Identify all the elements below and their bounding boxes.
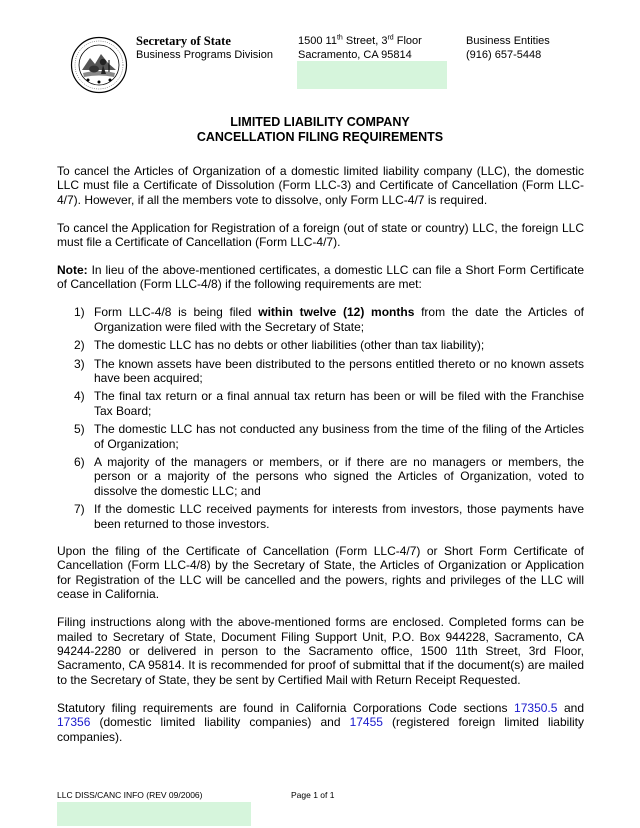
code-section-link-17356[interactable]: 17356 xyxy=(57,715,91,730)
highlight-box-top xyxy=(297,61,447,89)
code-section-link-17455[interactable]: 17455 xyxy=(349,715,383,730)
list-item: 1) Form LLC-4/8 is being filed within twelve (12) months from the date the Articles of Organization were filed with the Secretary of State; xyxy=(74,305,584,334)
address-city: Sacramento, CA 95814 xyxy=(298,49,412,61)
list-item: 5) The domestic LLC has not conducted any business from the time of the filing of the Articles of Organization; xyxy=(74,422,584,451)
contact-phone: (916) 657-5448 xyxy=(466,49,542,61)
paragraph-filing-instructions: Filing instructions along with the above-mentioned forms are enclosed. Completed forms can be mailed to Secretary of State, Document Filing Support Unit, P.O. Box 944228, Sacramento, CA 94244-2280 or delivered in person to the Sacramento office, 1500 11th Street, 3rd Floor, Sacramento, CA 95814. It is recommended for proof of submittal that if the document(s) are mailed to the Secretary of State, they be sent by Certified Mail with Return Receipt Requested. xyxy=(57,615,584,687)
organization-name: Secretary of State xyxy=(136,34,231,48)
contact-info xyxy=(466,34,550,62)
paragraph-note: Note: In lieu of the above-mentioned certificates, a domestic LLC can file a Short Form Certificate of Cancellation (Form LLC-4/8) if the following requirements are met: xyxy=(57,263,584,292)
office-address xyxy=(298,34,422,62)
list-item: 7) If the domestic LLC received payments for interests from investors, those payments have been returned to those investors. xyxy=(74,502,584,531)
highlight-box-bottom xyxy=(57,802,251,826)
division-name: Business Programs Division xyxy=(136,49,273,61)
paragraph-domestic-cancel: To cancel the Articles of Organization of a domestic limited liability company (LLC), the domestic LLC must file a Certificate of Dissolution (Form LLC-3) and Certificate of Cancellation (Form LLC-4/7). However, if all the members vote to dissolve, only Form LLC-4/7 is required. xyxy=(57,164,584,207)
list-item: 2) The domestic LLC has no debts or other liabilities (other than tax liability); xyxy=(74,338,485,353)
document-body xyxy=(57,164,584,757)
paragraph-foreign-cancel: To cancel the Application for Registration of a foreign (out of state or country) LLC, the foreign LLC must file a Certificate of Cancellation (Form LLC-4/7). xyxy=(57,220,584,250)
list-item: 6) A majority of the managers or members, or if there are no managers or members, the person or a majority of the persons who signed the Articles of Organization, voted to dissolve the domestic LLC; and xyxy=(74,455,584,498)
state-seal-icon xyxy=(70,36,128,94)
page-number: Page 1 of 1 xyxy=(291,790,335,800)
list-item: 4) The final tax return or a final annual tax return has been or will be filed with the Franchise Tax Board; xyxy=(74,389,584,418)
paragraph-statutory: Statutory filing requirements are found in California Corporations Code sections 17350.5 and 17356 (domestic limited liability companies) and 17455 (registered foreign limited liability companies). xyxy=(57,700,585,744)
paragraph-upon-filing: Upon the filing of the Certificate of Cancellation (Form LLC-4/7) or Short Form Certificate of Cancellation (Form LLC-4/8) by the Secretary of State, the Articles of Organization or Application for Registration of the LLC will be cancelled and the powers, rights and privileges of the LLC will cease in California. xyxy=(57,544,584,602)
document-title xyxy=(0,115,640,145)
address-street: 1500 11th Street, 3rd Floor xyxy=(298,34,422,47)
title-line-2: CANCELLATION FILING REQUIREMENTS xyxy=(196,130,444,144)
list-item: 3) The known assets have been distributed to the persons entitled thereto or no known assets have been acquired; xyxy=(74,356,584,385)
requirements-list xyxy=(57,305,584,531)
note-label: Note: xyxy=(57,263,88,278)
contact-label: Business Entities xyxy=(466,35,550,47)
form-revision-id: LLC DISS/CANC INFO (REV 09/2006) xyxy=(57,790,203,800)
title-line-1: LIMITED LIABILITY COMPANY xyxy=(230,115,410,129)
code-section-link-17350-5[interactable]: 17350.5 xyxy=(514,700,558,715)
